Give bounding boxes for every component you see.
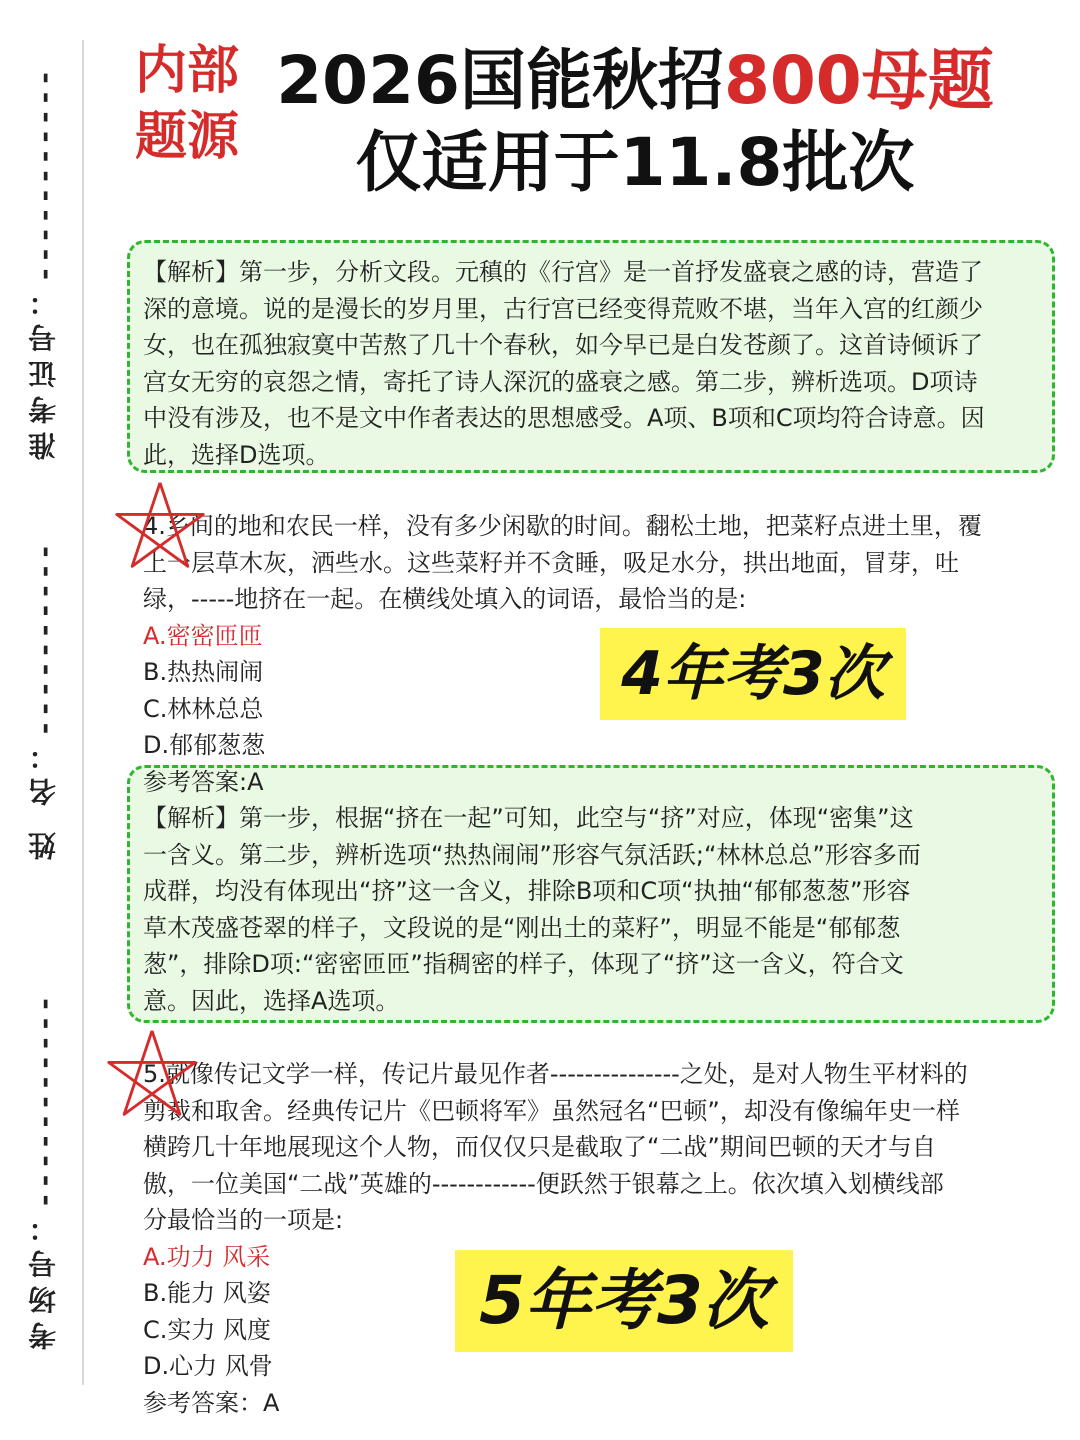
frequency-stamp-q5: 5年考3次 [455, 1250, 793, 1352]
q5-answer: 参考答案：A [143, 1388, 280, 1417]
side-label-room: 考场号：----------- [27, 990, 60, 1350]
q5-stem-line: 分最恰当的一项是: [143, 1206, 344, 1234]
badge-internal-source [135, 38, 239, 170]
q4-analysis-line: 葱”，排除D项:“密密匝匝”指稠密的样子，体现了“挤”这一含义，符合文 [143, 950, 904, 978]
title-line2: 仅适用于11.8批次 [355, 124, 915, 201]
q4-option-d: D.郁郁葱葱 [143, 731, 266, 759]
frequency-stamp-q4: 4年考3次 [600, 628, 906, 720]
q5-stem-line: 傲，一位美国“二战”英雄的------------便跃然于银幕之上。依次填入划横线部 [143, 1169, 944, 1198]
q5-stem-line: 横跨几十年地展现这个人物，而仅仅只是截取了“二战”期间巴顿的天才与自 [143, 1133, 936, 1161]
text-line: 女，也在孤独寂寞中苦熬了几十个春秋，如今早已是白发苍颜了。这首诗倾诉了 [143, 331, 983, 359]
q4-stem-line: 上一层草木灰，洒些水。这些菜籽并不贪睡，吸足水分，拱出地面，冒芽，吐 [143, 548, 959, 577]
q4-analysis-line: 意。因此，选择A选项。 [143, 986, 400, 1015]
text-line: 宫女无穷的哀怨之情，寄托了诗人深沉的盛衰之感。第二步，辨析选项。D项诗 [143, 367, 978, 396]
badge-line1: 内部 [135, 40, 240, 101]
text-line: 中没有涉及，也不是文中作者表达的思想感受。A项、B项和C项均符合诗意。因 [143, 404, 985, 432]
q5-stem-line: 5.就像传记文学一样，传记片最见作者---------------之处，是对人物生平材料的 [143, 1060, 968, 1088]
q4-stem-line: 4.乡间的地和农民一样，没有多少闲歇的时间。翻松土地，把菜籽点进土里，覆 [143, 512, 982, 540]
text-line: 【解析】第一步，分析文段。元稹的《行宫》是一首抒发盛衰之感的诗，营造了 [143, 258, 983, 286]
star-mark-icon [112, 478, 208, 574]
side-label-name: 姓 名：---------- [27, 538, 60, 860]
page-title [240, 40, 1030, 204]
star-mark-icon [104, 1026, 200, 1122]
q4-analysis-line: 【解析】第一步，根据“挤在一起”可知，此空与“挤”对应，体现“密集”这 [143, 804, 914, 832]
q4-analysis-line: 成群，均没有体现出“挤”这一含义，排除B项和C项“执抽“郁郁葱葱”形容 [143, 877, 911, 905]
badge-line2: 题源 [135, 106, 240, 167]
q5-option-d: D.心力 风骨 [143, 1352, 273, 1380]
q4-option-a: A.密密匝匝 [143, 621, 263, 650]
side-label-exam-id: 准考证号：----------- [27, 64, 60, 460]
q4-option-b: B.热热闹闹 [143, 658, 264, 686]
binding-margin-line [82, 40, 84, 1385]
title-highlight: 800母题 [723, 42, 994, 119]
q4-answer: 参考答案:A [143, 767, 264, 796]
q5-option-c: C.实力 风度 [143, 1315, 272, 1344]
title-prefix: 2026国能秋招 [276, 42, 724, 119]
q5-stem-line: 剪裁和取舍。经典传记片《巴顿将军》虽然冠名“巴顿”，却没有像编年史一样 [143, 1096, 960, 1125]
analysis-prev-text [143, 254, 1058, 473]
q4-stem-line: 绿，-----地挤在一起。在横线处填入的词语，最恰当的是: [143, 585, 747, 613]
title-line1 [240, 40, 1030, 122]
q5-option-a: A.功力 风采 [143, 1242, 271, 1271]
q4-option-c: C.林林总总 [143, 694, 264, 723]
q4-analysis-line: 一含义。第二步，辨析选项“热热闹闹”形容气氛活跃;“林林总总”形容多而 [143, 840, 921, 869]
q4-analysis-line: 草木茂盛苍翠的样子，文段说的是“刚出土的菜籽”，明显不能是“郁郁葱 [143, 913, 901, 942]
text-line: 此，选择D选项。 [143, 440, 330, 469]
question-4 [143, 508, 1058, 1019]
q5-option-b: B.能力 风姿 [143, 1279, 271, 1307]
question-5 [143, 1056, 1058, 1421]
text-line: 深的意境。说的是漫长的岁月里，古行宫已经变得荒败不堪，当年入宫的红颜少 [143, 294, 983, 323]
